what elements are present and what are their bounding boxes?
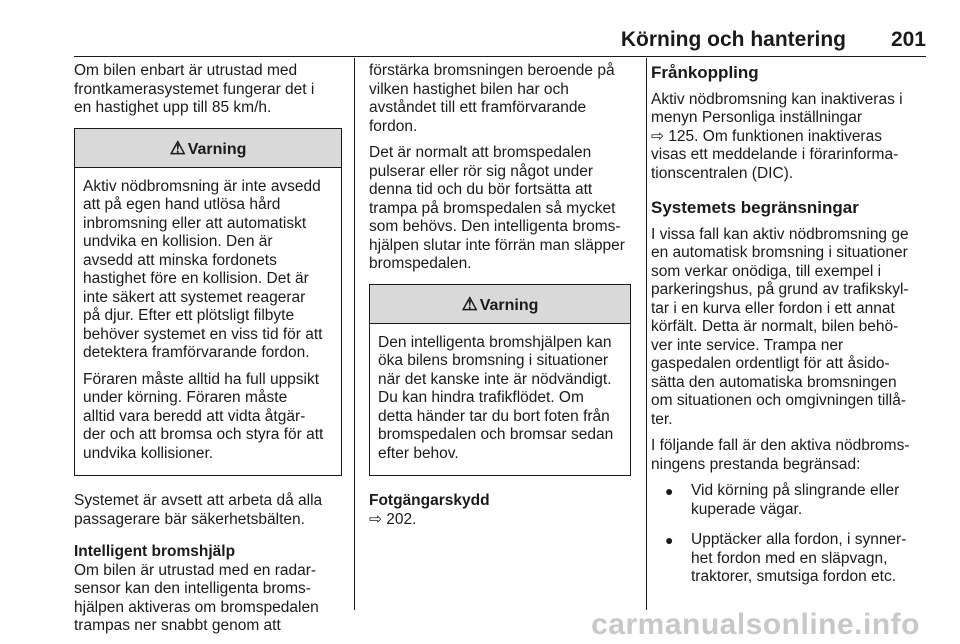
column-divider (646, 58, 647, 610)
warning-paragraph: Aktiv nödbromsning är inte avsedd att på egen hand utlösa hård inbromsning eller att automatiskt undvika en kollision. Den är avsedd att minska fordonets hastighet före en kollision. Det är inte säkert att systemet reagerar på djur. Efter ett plötsligt filbyte behöver systemet en viss tid för att detektera framförvarande fordon. (83, 177, 323, 361)
bullet-list (651, 482, 927, 587)
body-paragraph: Om bilen är utrustad med en radar- sensor kan den intelligenta broms- hjälpen aktiveras om bromspedalen trampas ner snabbt genom att (74, 561, 319, 634)
warning-paragraph: Den intelligenta bromshjälpen kan öka bilens bromsning i situationer när det kanske inte är nödvändigt. Du kan hindra trafikflödet. Om detta händer tar du bort foten från bromspedalen och bromsar sedan efter behov. (378, 333, 614, 462)
section-heading: Frånkoppling (651, 63, 759, 82)
subheading: Fotgängarskydd (369, 492, 490, 509)
bullet-icon: ● (665, 483, 674, 499)
warning-body (370, 324, 630, 476)
body-paragraph (651, 91, 927, 184)
body-text: Aktiv nödbromsning kan inaktiveras i menyn Personliga inställningar (651, 90, 903, 126)
list-item (651, 531, 927, 587)
warning-header (75, 129, 341, 168)
warning-title: Varning (187, 140, 247, 158)
column-3 (651, 62, 927, 599)
reference-arrow-icon[interactable]: ⇨ (651, 127, 669, 145)
body-paragraph: I vissa fall kan aktiv nödbromsning ge en automatisk bromsning i situationer som verkar onödiga, till exempel i parkeringshus, på grund av trafikskyl- tar i en kurva eller fordon i ett annat körfält. Detta är normalt, bilen behö- ver inte service. Trampa ner gaspedalen ordentligt för att åsido- sätta den automatiska bromsningen om situationen och omgivningen tillå- ter. (651, 225, 909, 428)
page-number: 201 (890, 28, 926, 51)
warning-box (369, 284, 631, 477)
column-2 (369, 62, 631, 537)
body-paragraph: I följande fall är den aktiva nödbroms- ningens prestanda begränsad: (651, 437, 910, 473)
subheading: Intelligent bromshjälp (74, 543, 236, 560)
column-1 (74, 62, 342, 644)
warning-triangle-icon: ⚠ (169, 137, 186, 158)
warning-body (75, 168, 341, 476)
body-paragraph: Systemet är avsett att arbeta då alla passagerare bär säkerhetsbälten. (74, 492, 323, 528)
body-paragraph: Det är normalt att bromspedalen pulserar eller rör sig något under denna tid och du bör fortsätta att trampa på bromspedalen så mycket som behövs. Den intelligenta broms- hjälpen slutar inte förrän man släpper bromspedalen. (369, 144, 625, 272)
column-divider (354, 58, 355, 610)
body-text: 125. Om funktionen inaktiveras visas ett meddelande i förarinforma- tionscentralen (DIC). (651, 127, 899, 182)
warning-header (370, 285, 630, 324)
body-paragraph: förstärka bromsningen beroende på vilken hastighet bilen har och avståndet till ett framförvarande fordon. (369, 62, 615, 135)
warning-triangle-icon: ⚠ (461, 293, 478, 314)
warning-title: Varning (479, 296, 539, 314)
page-header (74, 26, 926, 57)
watermark: carmanualsonline.info (591, 608, 920, 641)
list-item-text: Vid körning på slingrande eller kuperade vägar. (691, 482, 900, 518)
warning-paragraph: Föraren måste alltid ha full uppsikt under körning. Föraren måste alltid vara beredd att vidta åtgär- der och att bromsa och styra för att undvika kollisioner. (83, 370, 324, 462)
section-heading: Systemets begränsningar (651, 198, 859, 217)
bullet-icon: ● (665, 532, 674, 548)
reference-arrow-icon: ⇨ (369, 510, 387, 528)
warning-box (74, 128, 342, 477)
chapter-title: Körning och hantering (620, 28, 846, 51)
intro-paragraph: Om bilen enbart är utrustad med frontkamerasystemet fungerar det i en hastighet upp till 85 km/h. (74, 62, 315, 116)
page-reference[interactable] (369, 511, 631, 530)
list-item-text: Upptäcker alla fordon, i synner- het fordon med en släpvagn, traktorer, smutsiga fordon etc. (691, 531, 907, 585)
list-item (651, 482, 927, 519)
reference-text: 202. (386, 510, 417, 528)
